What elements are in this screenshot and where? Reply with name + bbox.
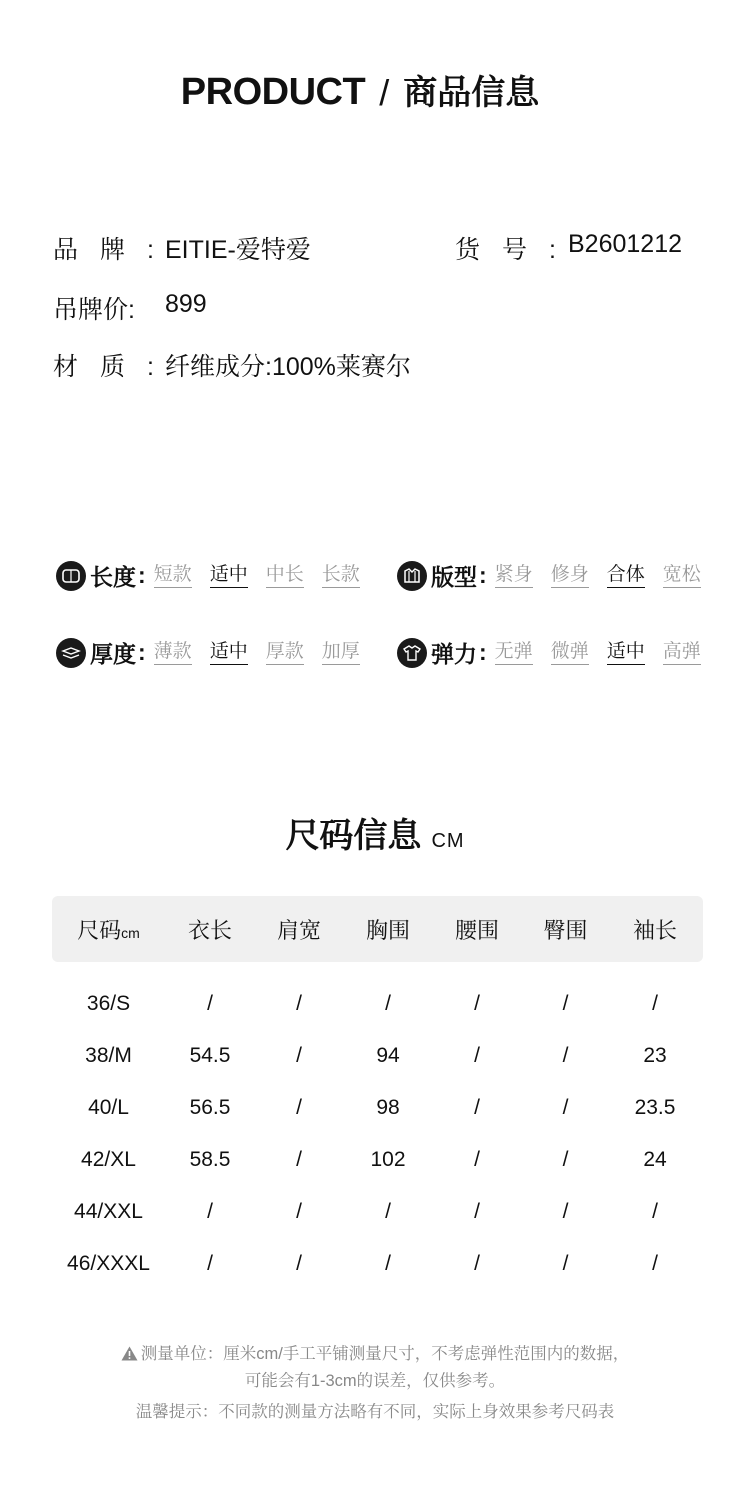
header-waist: 腰围 (454, 917, 499, 943)
table-row (52, 1082, 703, 1134)
cell-size: 36/S (86, 992, 131, 1015)
header-shoulder: 肩宽 (276, 917, 321, 943)
cell-value: / (207, 1200, 213, 1223)
tshirt-icon (397, 638, 427, 668)
cell-value: / (296, 1044, 302, 1067)
cell-value: / (474, 1148, 480, 1171)
cell-value: / (474, 992, 480, 1015)
header-chest: 胸围 (365, 917, 410, 943)
cell-value: / (562, 1148, 569, 1171)
cell-value: / (474, 1096, 480, 1119)
header-sleeve: 袖长 (632, 917, 677, 943)
size-table-header (52, 896, 703, 962)
page-header (0, 58, 750, 114)
attr-length-label: 长度 (90, 564, 136, 590)
attr-fit-colon: : (479, 562, 487, 588)
cell-value: / (385, 1252, 391, 1275)
table-row (52, 1186, 703, 1238)
table-row (52, 1030, 703, 1082)
note-text-1: 测量单位：厘米cm/手工平铺测量尺寸，不考虑弹性范围内的数据， (140, 1345, 630, 1363)
brand-row (53, 230, 176, 266)
cell-value: / (474, 1252, 480, 1275)
elasticity-option-none[interactable]: 无弹 (495, 641, 533, 665)
header-size-label: 尺码 (77, 917, 122, 943)
length-option-medium[interactable]: 适中 (210, 564, 248, 588)
table-row (52, 1238, 703, 1290)
fit-option-loose[interactable]: 宽松 (663, 564, 701, 588)
cell-value: / (562, 1096, 569, 1119)
brand-label: 品牌: (53, 236, 176, 264)
thickness-option-extra-thick[interactable]: 加厚 (322, 641, 360, 665)
cell-value: 56.5 (189, 1096, 231, 1119)
length-option-short[interactable]: 短款 (154, 564, 192, 588)
cell-value: / (652, 992, 658, 1015)
cell-value: / (562, 1200, 569, 1223)
cell-value: / (652, 1252, 658, 1275)
fit-option-slim[interactable]: 修身 (551, 564, 589, 588)
attr-elasticity (397, 636, 701, 669)
table-row (52, 1134, 703, 1186)
thickness-option-medium[interactable]: 适中 (210, 641, 248, 665)
title-chinese: 商品信息 (403, 74, 540, 112)
attr-elasticity-label: 弹力 (431, 641, 477, 667)
jacket-icon (56, 561, 86, 591)
cell-value: 58.5 (189, 1148, 231, 1171)
sku-value: B2601212 (568, 230, 683, 258)
note-line-3: 温馨提示：不同款的测量方法略有不同，实际上身效果参考尺码表 (135, 1403, 615, 1421)
attr-thickness-colon: : (138, 639, 146, 665)
tag-price-label: 吊牌价: (53, 296, 135, 324)
title-english: PRODUCT (180, 71, 366, 113)
title-separator: / (379, 72, 390, 113)
attr-fit (397, 559, 701, 592)
cell-value: 102 (370, 1148, 406, 1171)
table-row (52, 978, 703, 1030)
note-line-1 (0, 1340, 750, 1366)
elasticity-option-medium[interactable]: 适中 (607, 641, 645, 665)
cell-value: / (652, 1200, 658, 1223)
cell-size: 46/XXXL (67, 1252, 150, 1275)
attr-thickness (56, 636, 360, 669)
cell-value: / (385, 992, 391, 1015)
shirt-fold-icon (397, 561, 427, 591)
header-length: 衣长 (187, 917, 232, 943)
material-label: 材质: (53, 353, 176, 381)
size-unit: CM (431, 830, 465, 852)
cell-value: / (562, 1044, 569, 1067)
cell-value: / (562, 1252, 569, 1275)
fit-option-tight[interactable]: 紧身 (495, 564, 533, 588)
cell-value: / (296, 1096, 302, 1119)
header-hip: 臀围 (543, 917, 588, 943)
cell-value: / (474, 1044, 480, 1067)
warning-icon (121, 1346, 138, 1366)
sku-label: 货号: (455, 236, 578, 264)
size-heading (0, 808, 750, 857)
cell-value: / (474, 1200, 480, 1223)
note-line-2: 可能会有1-3cm的误差，仅供参考。 (244, 1372, 506, 1390)
attr-thickness-label: 厚度 (90, 641, 136, 667)
length-option-long[interactable]: 长款 (322, 564, 360, 588)
cell-value: / (296, 992, 302, 1015)
cell-value: 98 (376, 1096, 400, 1119)
cell-value: / (296, 1148, 302, 1171)
cell-size: 44/XXL (74, 1200, 143, 1223)
attr-length-colon: : (138, 562, 146, 588)
cell-value: / (296, 1252, 302, 1275)
cell-value: / (562, 992, 569, 1015)
attr-length (56, 559, 360, 592)
thickness-option-thin[interactable]: 薄款 (154, 641, 192, 665)
attr-fit-label: 版型 (431, 564, 477, 590)
cell-value: / (296, 1200, 302, 1223)
header-size-unit: cm (121, 924, 140, 941)
cell-value: / (207, 992, 213, 1015)
thickness-option-thick[interactable]: 厚款 (266, 641, 304, 665)
material-value: 纤维成分:100%莱赛尔 (165, 353, 411, 381)
cell-value: 54.5 (189, 1044, 231, 1067)
elasticity-option-high[interactable]: 高弹 (663, 641, 701, 665)
cell-size: 42/XL (81, 1148, 136, 1171)
header-size (52, 914, 165, 945)
cell-value: 94 (376, 1044, 400, 1067)
size-title: 尺码信息 (285, 817, 422, 855)
tag-price-value: 899 (165, 290, 207, 318)
fit-option-regular[interactable]: 合体 (607, 564, 645, 588)
cell-value: 23 (643, 1044, 667, 1067)
cell-value: 23.5 (634, 1096, 676, 1119)
length-option-mid-long[interactable]: 中长 (266, 564, 304, 588)
cell-value: / (207, 1252, 213, 1275)
cell-size: 38/M (85, 1044, 132, 1067)
cell-value: 24 (643, 1148, 667, 1171)
brand-value: EITIE-爱特爱 (165, 236, 311, 264)
cell-value: / (385, 1200, 391, 1223)
elasticity-option-slight[interactable]: 微弹 (551, 641, 589, 665)
cell-size: 40/L (88, 1096, 129, 1119)
attr-elasticity-colon: : (479, 639, 487, 665)
fabric-layers-icon (56, 638, 86, 668)
